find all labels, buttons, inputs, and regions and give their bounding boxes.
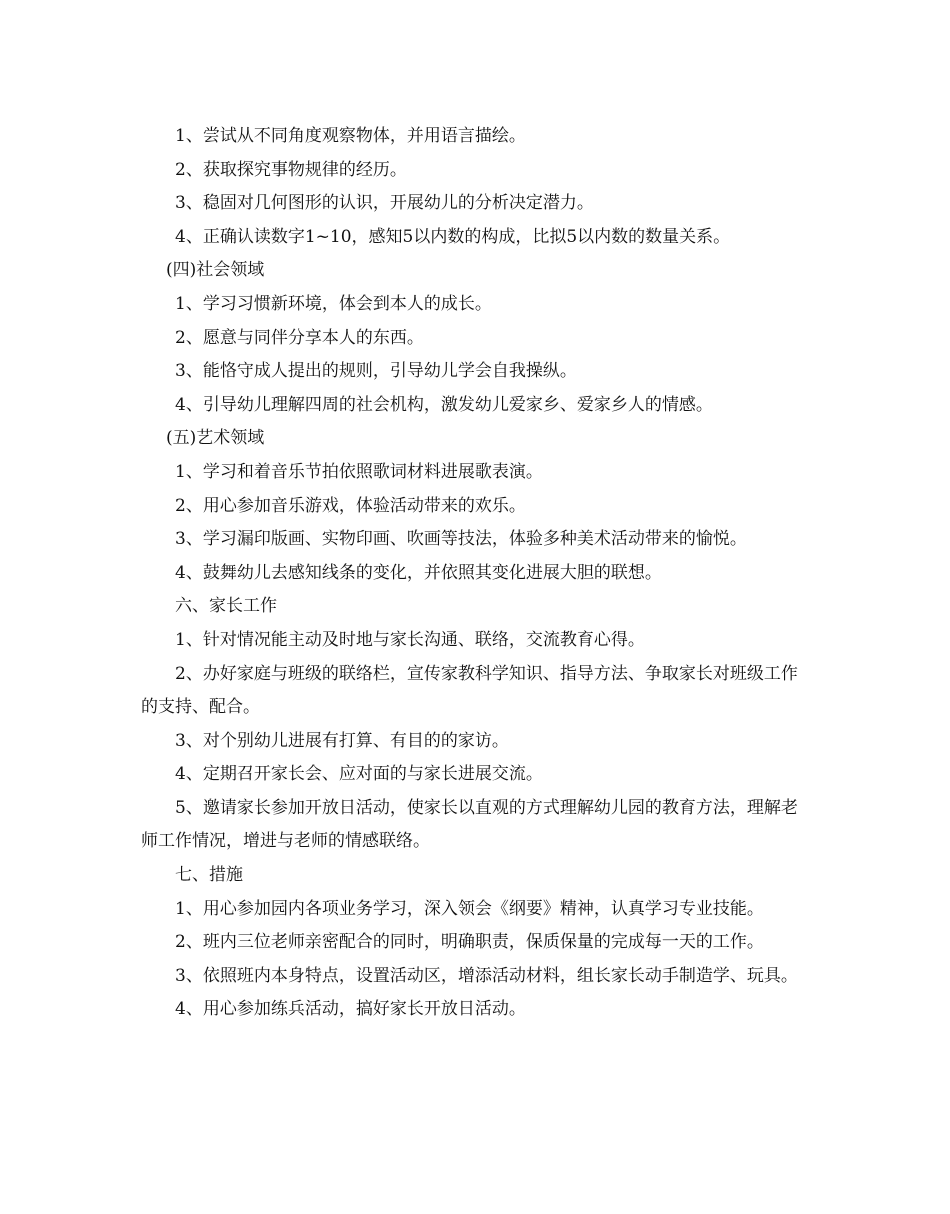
paragraph: 4、正确认读数字1~10，感知5以内数的构成，比拟5以内数的数量关系。 <box>175 226 731 247</box>
paragraph: 六、家长工作 <box>175 596 277 617</box>
paragraph: 3、学习漏印版画、实物印画、吹画等技法，体验多种美术活动带来的愉悦。 <box>175 529 747 550</box>
paragraph: 1、学习和着音乐节拍依照歌词材料进展歌表演。 <box>175 461 543 482</box>
paragraph: 3、稳固对几何图形的认识，开展幼儿的分析决定潜力。 <box>175 193 594 214</box>
paragraph: 4、引导幼儿理解四周的社会机构，激发幼儿爱家乡、爱家乡人的情感。 <box>175 394 713 415</box>
paragraph: 2、愿意与同伴分享本人的东西。 <box>175 327 424 348</box>
paragraph: 5、邀请家长参加开放日活动，使家长以直观的方式理解幼儿园的教育方法，理解老师工作情况，增进与老师的情感联络。 <box>141 797 798 852</box>
paragraph: 2、办好家庭与班级的联络栏，宣传家教科学知识、指导方法、争取家长对班级工作的支持、配合。 <box>141 663 798 718</box>
paragraph: 4、鼓舞幼儿去感知线条的变化，并依照其变化进展大胆的联想。 <box>175 562 662 583</box>
paragraph: 3、对个别幼儿进展有打算、有目的的家访。 <box>175 730 509 751</box>
section-heading: (四)社会领域 <box>166 260 265 281</box>
paragraph: 2、获取探究事物规律的经历。 <box>175 159 407 180</box>
paragraph: 1、用心参加园内各项业务学习，深入领会《纲要》精神，认真学习专业技能。 <box>175 898 764 919</box>
section-heading: (五)艺术领域 <box>166 428 265 449</box>
paragraph: 2、用心参加音乐游戏，体验活动带来的欢乐。 <box>175 495 526 516</box>
paragraph: 4、用心参加练兵活动，搞好家长开放日活动。 <box>175 999 526 1020</box>
paragraph: 七、措施 <box>175 865 243 886</box>
paragraph: 1、学习习惯新环境，体会到本人的成长。 <box>175 293 492 314</box>
paragraph: 1、尝试从不同角度观察物体，并用语言描绘。 <box>175 126 526 146</box>
paragraph: 3、依照班内本身特点，设置活动区，增添活动材料，组长家长动手制造学、玩具。 <box>175 965 798 986</box>
paragraph: 2、班内三位老师亲密配合的同时，明确职责，保质保量的完成每一天的工作。 <box>175 932 764 953</box>
paragraph: 3、能恪守成人提出的规则，引导幼儿学会自我操纵。 <box>175 361 577 382</box>
paragraph: 1、针对情况能主动及时地与家长沟通、联络，交流教育心得。 <box>175 629 645 650</box>
paragraph: 4、定期召开家长会、应对面的与家长进展交流。 <box>175 764 543 785</box>
document-body <box>141 120 813 1027</box>
